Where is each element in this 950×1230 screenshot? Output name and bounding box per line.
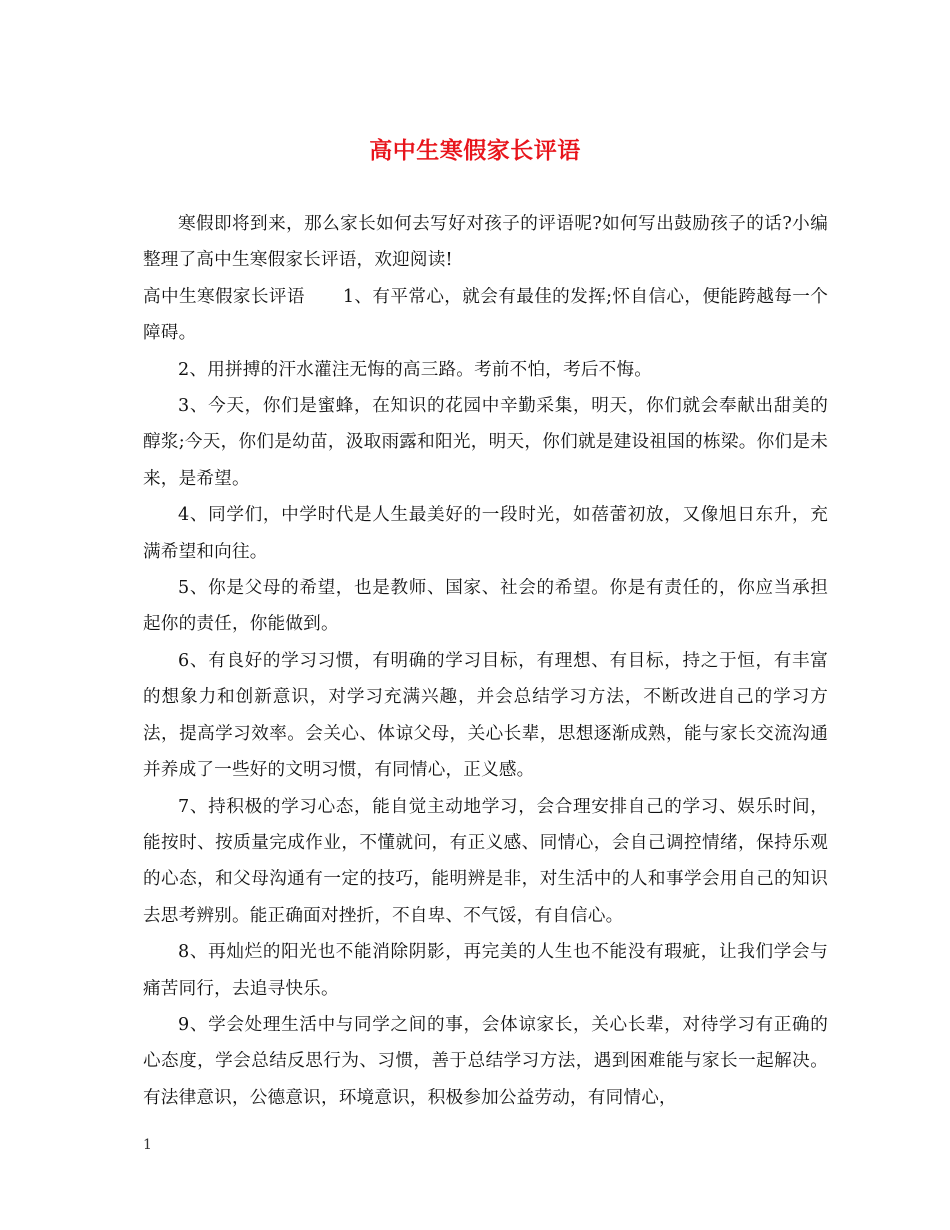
item-paragraph-5: 5、你是父母的希望，也是教师、国家、社会的希望。你是有责任的，你应当承担起你的责任，你能做到。 xyxy=(143,578,828,635)
item-paragraph-2: 2、用拼搏的汗水灌注无悔的高三路。考前不怕，考后不悔。 xyxy=(178,359,653,380)
item-paragraph-1 xyxy=(143,279,828,352)
document-title: 高中生寒假家长评语 xyxy=(369,137,581,164)
item-paragraph-6: 6、有良好的学习习惯，有明确的学习目标，有理想、有目标，持之于恒，有丰富的想象力和创新意识，对学习充满兴趣，并会总结学习方法，不断改进自己的学习方法，提高学习效率。会关心、体谅父母，关心长辈，思想逐渐成熟，能与家长交流沟通并养成了一些好的文明习惯，有同情心，正义感。 xyxy=(143,650,828,781)
page-number: 1 xyxy=(143,1137,152,1153)
item-text-1: 1、有平常心，就会有最佳的发挥;怀自信心，便能跨越每一个障碍。 xyxy=(143,286,828,344)
item-paragraph-9: 9、学会处理生活中与同学之间的事，会体谅家长，关心长辈，对待学习有正确的心态度，学会总结反思行为、习惯，善于总结学习方法，遇到困难能与家长一起解决。有法律意识，公德意识，环境意识，积极参加公益劳动，有同情心， xyxy=(143,1014,828,1108)
document-body xyxy=(143,206,828,1116)
item-paragraph-3: 3、今天，你们是蜜蜂，在知识的花园中辛勤采集，明天，你们就会奉献出甜美的醇浆;今天，你们是幼苗，汲取雨露和阳光，明天，你们就是建设祖国的栋梁。你们是未来，是希望。 xyxy=(143,396,828,489)
item-paragraph-8: 8、再灿烂的阳光也不能消除阴影，再完美的人生也不能没有瑕疵，让我们学会与痛苦同行，去追寻快乐。 xyxy=(143,942,828,999)
item-paragraph-4: 4、同学们，中学时代是人生最美好的一段时光，如蓓蕾初放，又像旭日东升，充满希望和向往。 xyxy=(143,505,828,562)
section-label: 高中生寒假家长评语 xyxy=(143,286,305,307)
item-paragraph-7: 7、持积极的学习心态，能自觉主动地学习，会合理安排自己的学习、娱乐时间，能按时、按质量完成作业，不懂就问，有正义感、同情心，会自己调控情绪，保持乐观的心态，和父母沟通有一定的技巧，能明辨是非，对生活中的人和事学会用自己的知识去思考辨别。能正确面对挫折，不自卑、不气馁，有自信心。 xyxy=(143,796,828,926)
intro-paragraph: 寒假即将到来，那么家长如何去写好对孩子的评语呢?如何写出鼓励孩子的话?小编整理了高中生寒假家长评语，欢迎阅读! xyxy=(143,214,828,271)
